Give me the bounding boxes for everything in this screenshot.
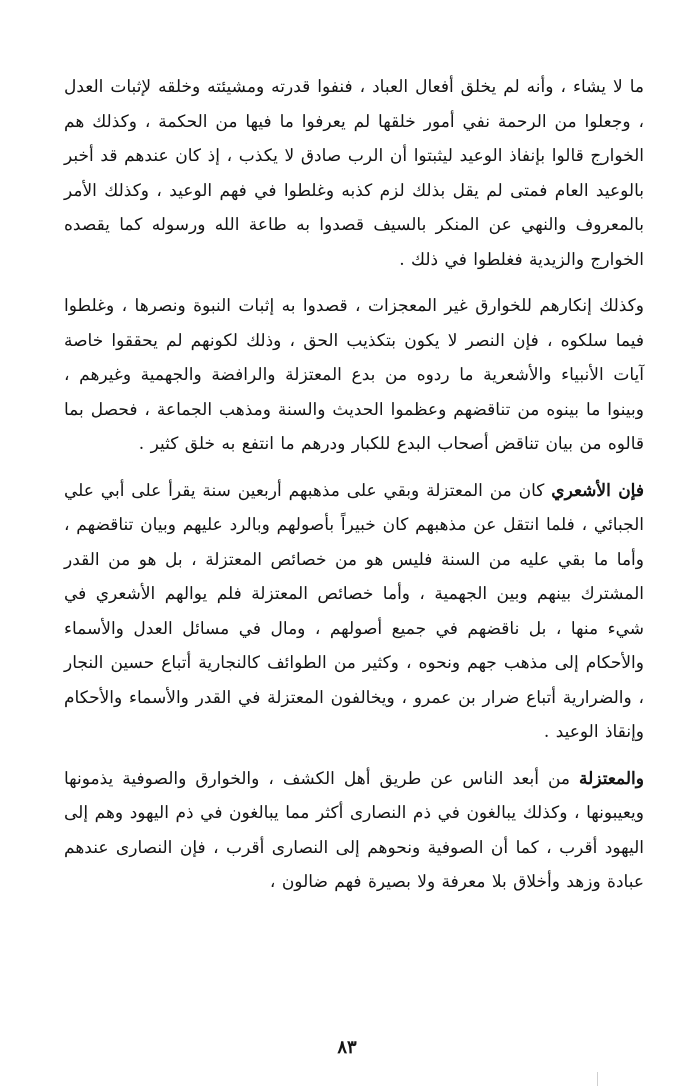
paragraph-2	[64, 289, 644, 462]
scan-edge-mark	[597, 1072, 598, 1086]
paragraph-4-lead: والمعتزلة	[579, 768, 644, 789]
paragraph-3	[64, 474, 644, 750]
page-number: ٨٣	[337, 1037, 357, 1058]
paragraph-1-text: ما لا يشاء ، وأنه لم يخلق أفعال العباد ، فنفوا قدرته ومشيئته وخلقه لإثبات العدل ، وجعلوا من الرحمة نفي أمور خلقها لم يعرفوا ما فيها من الحكمة ، وكذلك هم الخوارج قالوا بإنفاذ الوعيد ليثبتوا أن الرب صادق لا يكذب ، إذ كان عندهم قد أخبر بالوعيد العام فمتى لم يقل بذلك لزم كذبه وغلطوا في فهم الوعيد ، وكذلك الأمر بالمعروف والنهي عن المنكر بالسيف قصدوا به طاعة الله ورسوله كما يقصده الخوارج والزيدية فغلطوا في ذلك .	[64, 77, 644, 270]
paragraph-3-lead: فإن الأشعري	[551, 480, 644, 501]
paragraph-3-text: كان من المعتزلة وبقي على مذهبهم أربعين سنة يقرأ على أبي علي الجبائي ، فلما انتقل عن مذهبهم كان خبيراً بأصولهم وبالرد عليهم وبيان تناقضهم ، وأما ما بقي عليه من السنة فليس هو من خصائص المعتزلة ، بل هو من القدر المشترك بينهم وبين الجهمية ، وأما خصائص المعتزلة فلم يوالهم الأشعري في شيء منها ، بل ناقضهم في جميع أصولهم ، ومال في مسائل العدل والأسماء والأحكام إلى مذهب جهم ونحوه ، وكثير من الطوائف كالنجارية أتباع حسين النجار ، والضرارية أتباع ضرار بن عمرو ، ويخالفون المعتزلة في القدر والأسماء والأحكام وإنقاذ الوعيد .	[64, 480, 644, 742]
paragraph-2-text: وكذلك إنكارهم للخوارق غير المعجزات ، قصدوا به إثبات النبوة ونصرها ، وغلطوا فيما سلكوه ، فإن النصر لا يكون بتكذيب الحق ، وذلك لكونهم لم يحققوا خاصة آيات الأنبياء والأشعرية ما ردوه من بدع المعتزلة والرافضة والجهمية وغيرهم ، وبينوا ما بينوه من تناقضهم وعظموا الحديث والسنة ومذهب الجماعة ، فحصل بما قالوه من بيان تناقض أصحاب البدع للكبار ودرهم ما انتفع به خلق كثير .	[64, 296, 644, 454]
paragraph-4	[64, 762, 644, 900]
paragraph-4-text: من أبعد الناس عن طريق أهل الكشف ، والخوارق والصوفية يذمونها ويعيبونها ، وكذلك يبالغون في ذم النصارى أكثر مما يبالغون في ذم اليهود وهم إلى اليهود أقرب ، كما أن الصوفية ونحوهم إلى النصارى أقرب ، فإن النصارى عندهم عبادة وزهد وأخلاق بلا معرفة ولا بصيرة فهم ضالون ،	[64, 768, 645, 892]
paragraph-1	[64, 70, 644, 277]
body-text	[64, 70, 644, 900]
